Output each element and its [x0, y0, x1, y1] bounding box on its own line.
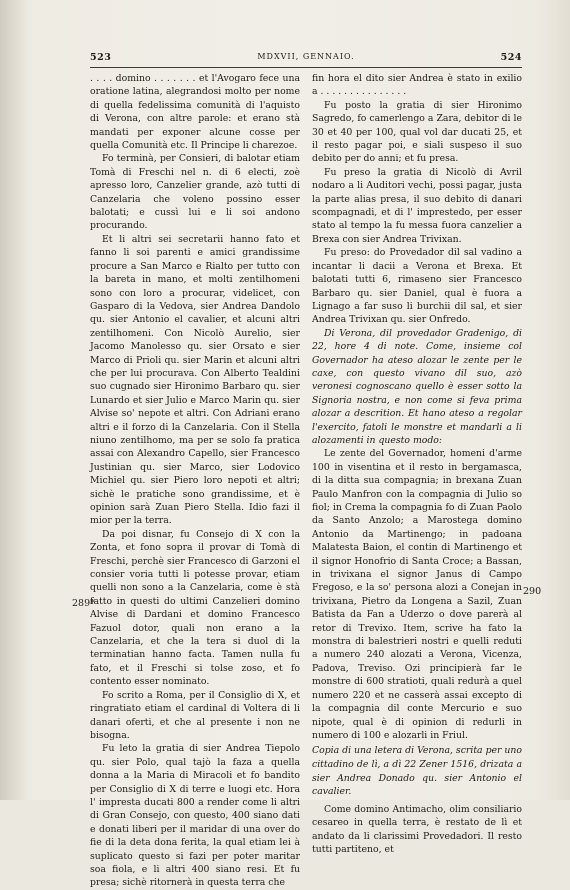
text-paragraph: . . . . domino . . . . . . . et l'Avogaro fece una oratione latina, alegrandosi molto per nome di quella fedelissima comunità di l'aquisto di Verona, con altre parole: et erano stà mandati per exponer alcune cosse per quella Comunità etc. Il Principe li charezoe.	[90, 73, 300, 152]
text-paragraph: Fu posto la gratia di sier Hironimo Sagredo, fo camerlengo a Zara, debitor di le 30 et 40 per 100, qual vol dar ducati 25, et il resto pagar poi, e siali suspeso il suo debito per do anni; et fu presa.	[312, 99, 522, 165]
right-column	[312, 72, 522, 856]
running-header	[90, 52, 522, 66]
page-gutter-shadow	[0, 0, 28, 800]
text-paragraph: Fu leto la gratia di sier Andrea Tiepolo qu. sier Polo, qual tajò la faza a quella donna a la Maria di Miracoli et fo bandito per Consiglio di X di terre e luogi etc. Hora l' impresta ducati 800 a render come li altri di Gran Consejo, con questo, 400 siano dati e donati liberi per il maridar di una over do fie di la deta dona ferita, la qual etiam lei à suplicato questo si fazi per poter maritar soa fiola, e li altri 400 siano resi. Et fu presa; sichè ritornerà in questa terra che	[90, 743, 300, 889]
letter-title: Copia di una letera di Verona, scrita per uno cittadino de lì, a dì 22 Zener 1516, drizata a sier Andrea Donado qu. sier Antonio el cavalier.	[312, 745, 522, 798]
page-number-left: 523	[90, 52, 112, 63]
text-paragraph: Fo scrito a Roma, per il Consiglio di X, et ringratiato etiam el cardinal di Voltera di li danari oferti, et che al presente i non ne bisogna.	[90, 689, 300, 741]
margin-number-left: 289*	[72, 598, 95, 609]
text-paragraph: Fo terminà, per Consieri, di balotar etiam Tomà di Freschi nel n. di 6 electi, zoè apresso loro, Canzelier grande, azò tutti di Canzelaria che voleno possino esser balotati; e cussì lui e li soi andono procurando.	[90, 153, 300, 232]
header-rule	[90, 67, 522, 68]
dispatch-paragraph: Di Verona, dil provedador Gradenigo, di 22, hore 4 di note. Come, insieme col Governador ha ateso alozar le zente per le caxe, con questo vivano dil suo, azò veronesi cognoscano quello è esser sotto la Signoria nostra, e non come si feva prima alozar a descrition. Et hano ateso a regolar l'exercito, fatoli le monstre et mandarli a li alozamenti in questo modo:	[312, 327, 522, 446]
left-column	[90, 72, 300, 890]
margin-number-right: 290	[523, 586, 542, 597]
text-paragraph: Fu preso: do Provedador dil sal vadino a incantar li dacii a Verona et Brexa. Et balotati tutti 6, rimaseno sier Francesco Barbaro qu. sier Daniel, qual è fuora a Lignago a far suso li burchii dil sal, et sier Andrea Trivixan qu. sier Onfredo.	[312, 247, 522, 326]
page-number-right: 524	[500, 52, 522, 63]
text-paragraph: Fu preso la gratia di Nicolò di Avril nodaro a li Auditori vechi, possi pagar, justa la parte alias presa, il suo debito di danari scompagnadi, et di l' imprestedo, per esser stato al tempo la fu messa fuora canzelier a Brexa con sier Andrea Trivixan.	[312, 166, 522, 245]
text-paragraph: Come domino Antimacho, olim consiliario cesareo in quella terra, è restato de lì et andato da li clarissimi Provedadori. Il resto tutti partiteno, et	[312, 803, 522, 855]
text-paragraph: Le zente del Governador, homeni d'arme 100 in visentina et il resto in bergamasca, di la ditta sua compagnia; in brexana Zuan Paulo Manfron con la compagnia di Julio so fiol; in Crema la compagnia fo di Zuan Paolo da Santo Anzolo; a Marostega domino Antonio da Martinengo; in padoana Malatesta Baion, el contin di Martinengo et il signor Honofrio di Santa Croce; a Bassan, in trivixana el signor Janus di Campo Fregoso, e la so' persona alozi a Conejan in trivixana, Pietro da Longena a Sazil, Zuan Batista da Fan a Uderzo o dove parerà al retor di Trevixo. Item, scrive ha fato la monstra di balestrieri nostri e quelli reduti a numero 240 alozati a Verona, Vicenza, Padova, Treviso. Ozi principierà far le monstre di 600 stratioti, quali redurà a quel numero 220 et ne casserà assai excepto di la compagnia dil conte Mercurio e suo nipote, qual è di opinion di redurli in numero di 100 e alozarli in Friul.	[312, 448, 522, 741]
text-paragraph: fin hora el dito sier Andrea è stato in exilio a . . . . . . . . . . . . . . .	[312, 73, 522, 98]
text-paragraph: Et li altri sei secretarii hanno fato et fanno li soi parenti e amici grandissime procure a San Marco e Rialto per tutto con la bareta in mano, et molti zentilhomeni sono con loro a procurar, videlicet, con Gasparo di la Vedova, sier Andrea Dandolo qu. sier Antonio el cavalier, et alcuni altri zentilhomeni. Con Nicolò Aurelio, sier Jacomo Manolesso qu. sier Orsato e sier Marco di Prioli qu. sier Marin et alcuni altri che per lui procurava. Con Alberto Tealdini suo cugnado sier Hironimo Barbaro qu. sier Lunardo et sier Julio e Marco Marin qu. sier Alvise so' nepote et altri. Con Adriani erano altri e il forzo di la Canzelaria. Con il Stella niuno zentilhomo, ma per se solo fa pratica assai con Alexandro Capello, sier Francesco Justinian qu. sier Marco, sier Lodovico Michiel qu. sier Piero loro nepoti et altri; sichè le pratiche sono grandissime, et è opinion sarà Zuan Piero Stella. Idio fazi il mior per la terra.	[90, 233, 300, 527]
text-paragraph: Da poi disnar, fu Consejo di X con la Zonta, et fono sopra il provar di Tomà di Freschi, perchè sier Francesco di Garzoni el consier voria tutti li potesse provar, etiam quelli non sono a la Canzelaria, come è stà fatto in questi do ultimi Canzelieri domino Alvise di Dardani et domino Francesco Fazuol dotor, quali non erano a la Canzelaria, et che la tera si duol di la terminatian hanno facta. Tamen nulla fu fato, et il Freschi si tolse zoso, et fo contento esser nominato.	[90, 528, 300, 688]
running-title: MDXVII, GENNAIO.	[257, 52, 355, 61]
